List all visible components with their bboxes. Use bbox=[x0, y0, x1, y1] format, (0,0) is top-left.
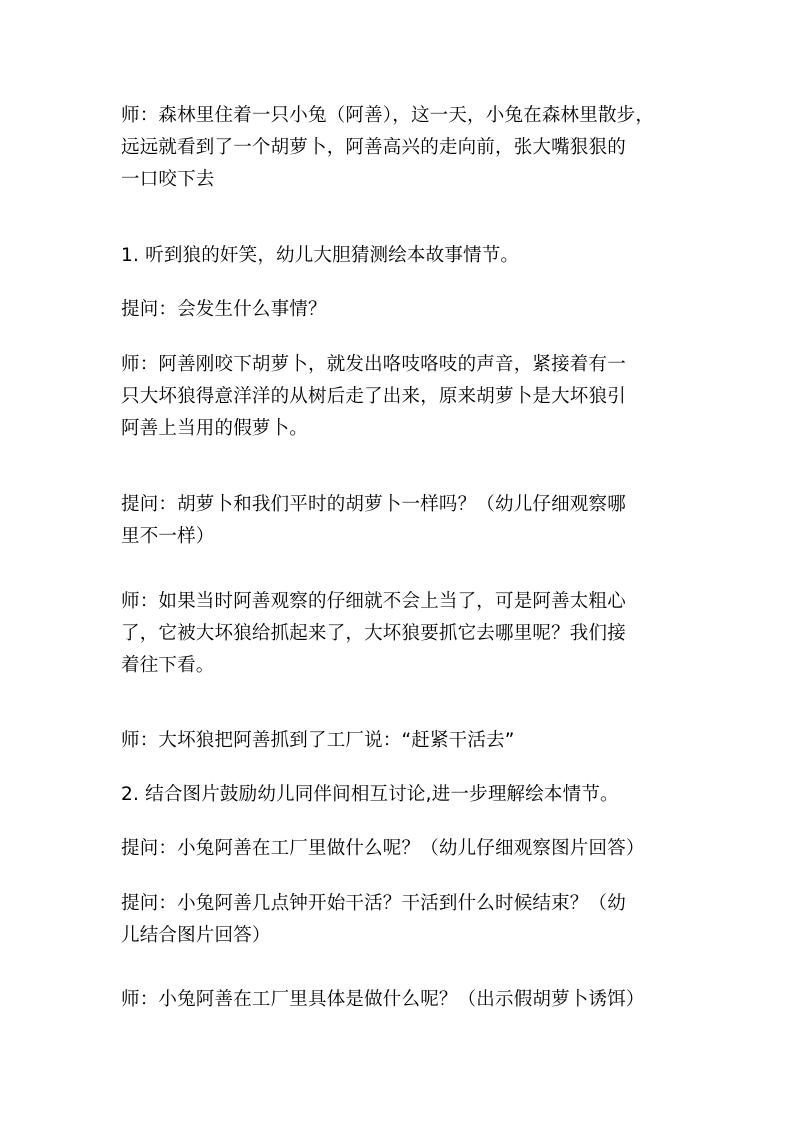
paragraph-question-2 bbox=[121, 489, 691, 553]
paragraph-question-3 bbox=[121, 833, 691, 865]
paragraph-teacher-4 bbox=[121, 725, 691, 757]
text-line: 阿善上当用的假萝卜。 bbox=[121, 418, 309, 439]
text-line: 1. 听到狼的奸笑，幼儿大胆猜测绘本故事情节。 bbox=[121, 245, 520, 266]
text-line: 一口咬下去 bbox=[121, 169, 215, 190]
text-line: 只大坏狼得意洋洋的从树后走了出来，原来胡萝卜是大坏狼引 bbox=[121, 386, 626, 407]
paragraph-question-1 bbox=[121, 294, 691, 326]
paragraph-step-2 bbox=[121, 779, 691, 811]
text-line: 了，它被大坏狼给抓起来了，大坏狼要抓它去哪里呢？我们接 bbox=[121, 623, 626, 644]
paragraph-teacher-5 bbox=[121, 984, 691, 1016]
text-line: 师：大坏狼把阿善抓到了工厂说：“赶紧干活去” bbox=[121, 730, 515, 751]
text-line: 师：森林里住着一只小兔（阿善），这一天，小兔在森林里散步， bbox=[121, 105, 655, 126]
paragraph-question-4 bbox=[121, 888, 691, 952]
text-line: 着往下看。 bbox=[121, 655, 215, 676]
text-line: 提问：胡萝卜和我们平时的胡萝卜一样吗？（幼儿仔细观察哪 bbox=[121, 494, 626, 515]
text-line: 儿结合图片回答） bbox=[121, 925, 271, 946]
paragraph-story-intro bbox=[121, 100, 691, 196]
text-line: 提问：小兔阿善几点钟开始干活？干活到什么时候结束？（幼 bbox=[121, 893, 626, 914]
text-line: 提问：小兔阿善在工厂里做什么呢？（幼儿仔细观察图片回答） bbox=[121, 838, 645, 859]
text-line: 提问：会发生什么事情？ bbox=[121, 299, 327, 320]
text-line: 师：如果当时阿善观察的仔细就不会上当了，可是阿善太粗心 bbox=[121, 591, 626, 612]
paragraph-teacher-3 bbox=[121, 586, 691, 682]
paragraph-teacher-2 bbox=[121, 349, 691, 445]
text-line: 2. 结合图片鼓励幼儿同伴间相互讨论,进一步理解绘本情节。 bbox=[121, 784, 619, 805]
text-line: 远远就看到了一个胡萝卜，阿善高兴的走向前，张大嘴狠狠的 bbox=[121, 137, 626, 158]
text-line: 师：阿善刚咬下胡萝卜，就发出咯吱咯吱的声音，紧接着有一 bbox=[121, 354, 626, 375]
text-line: 师：小兔阿善在工厂里具体是做什么呢？（出示假胡萝卜诱饵） bbox=[121, 989, 645, 1010]
paragraph-step-1 bbox=[121, 240, 691, 272]
text-line: 里不一样） bbox=[121, 526, 215, 547]
